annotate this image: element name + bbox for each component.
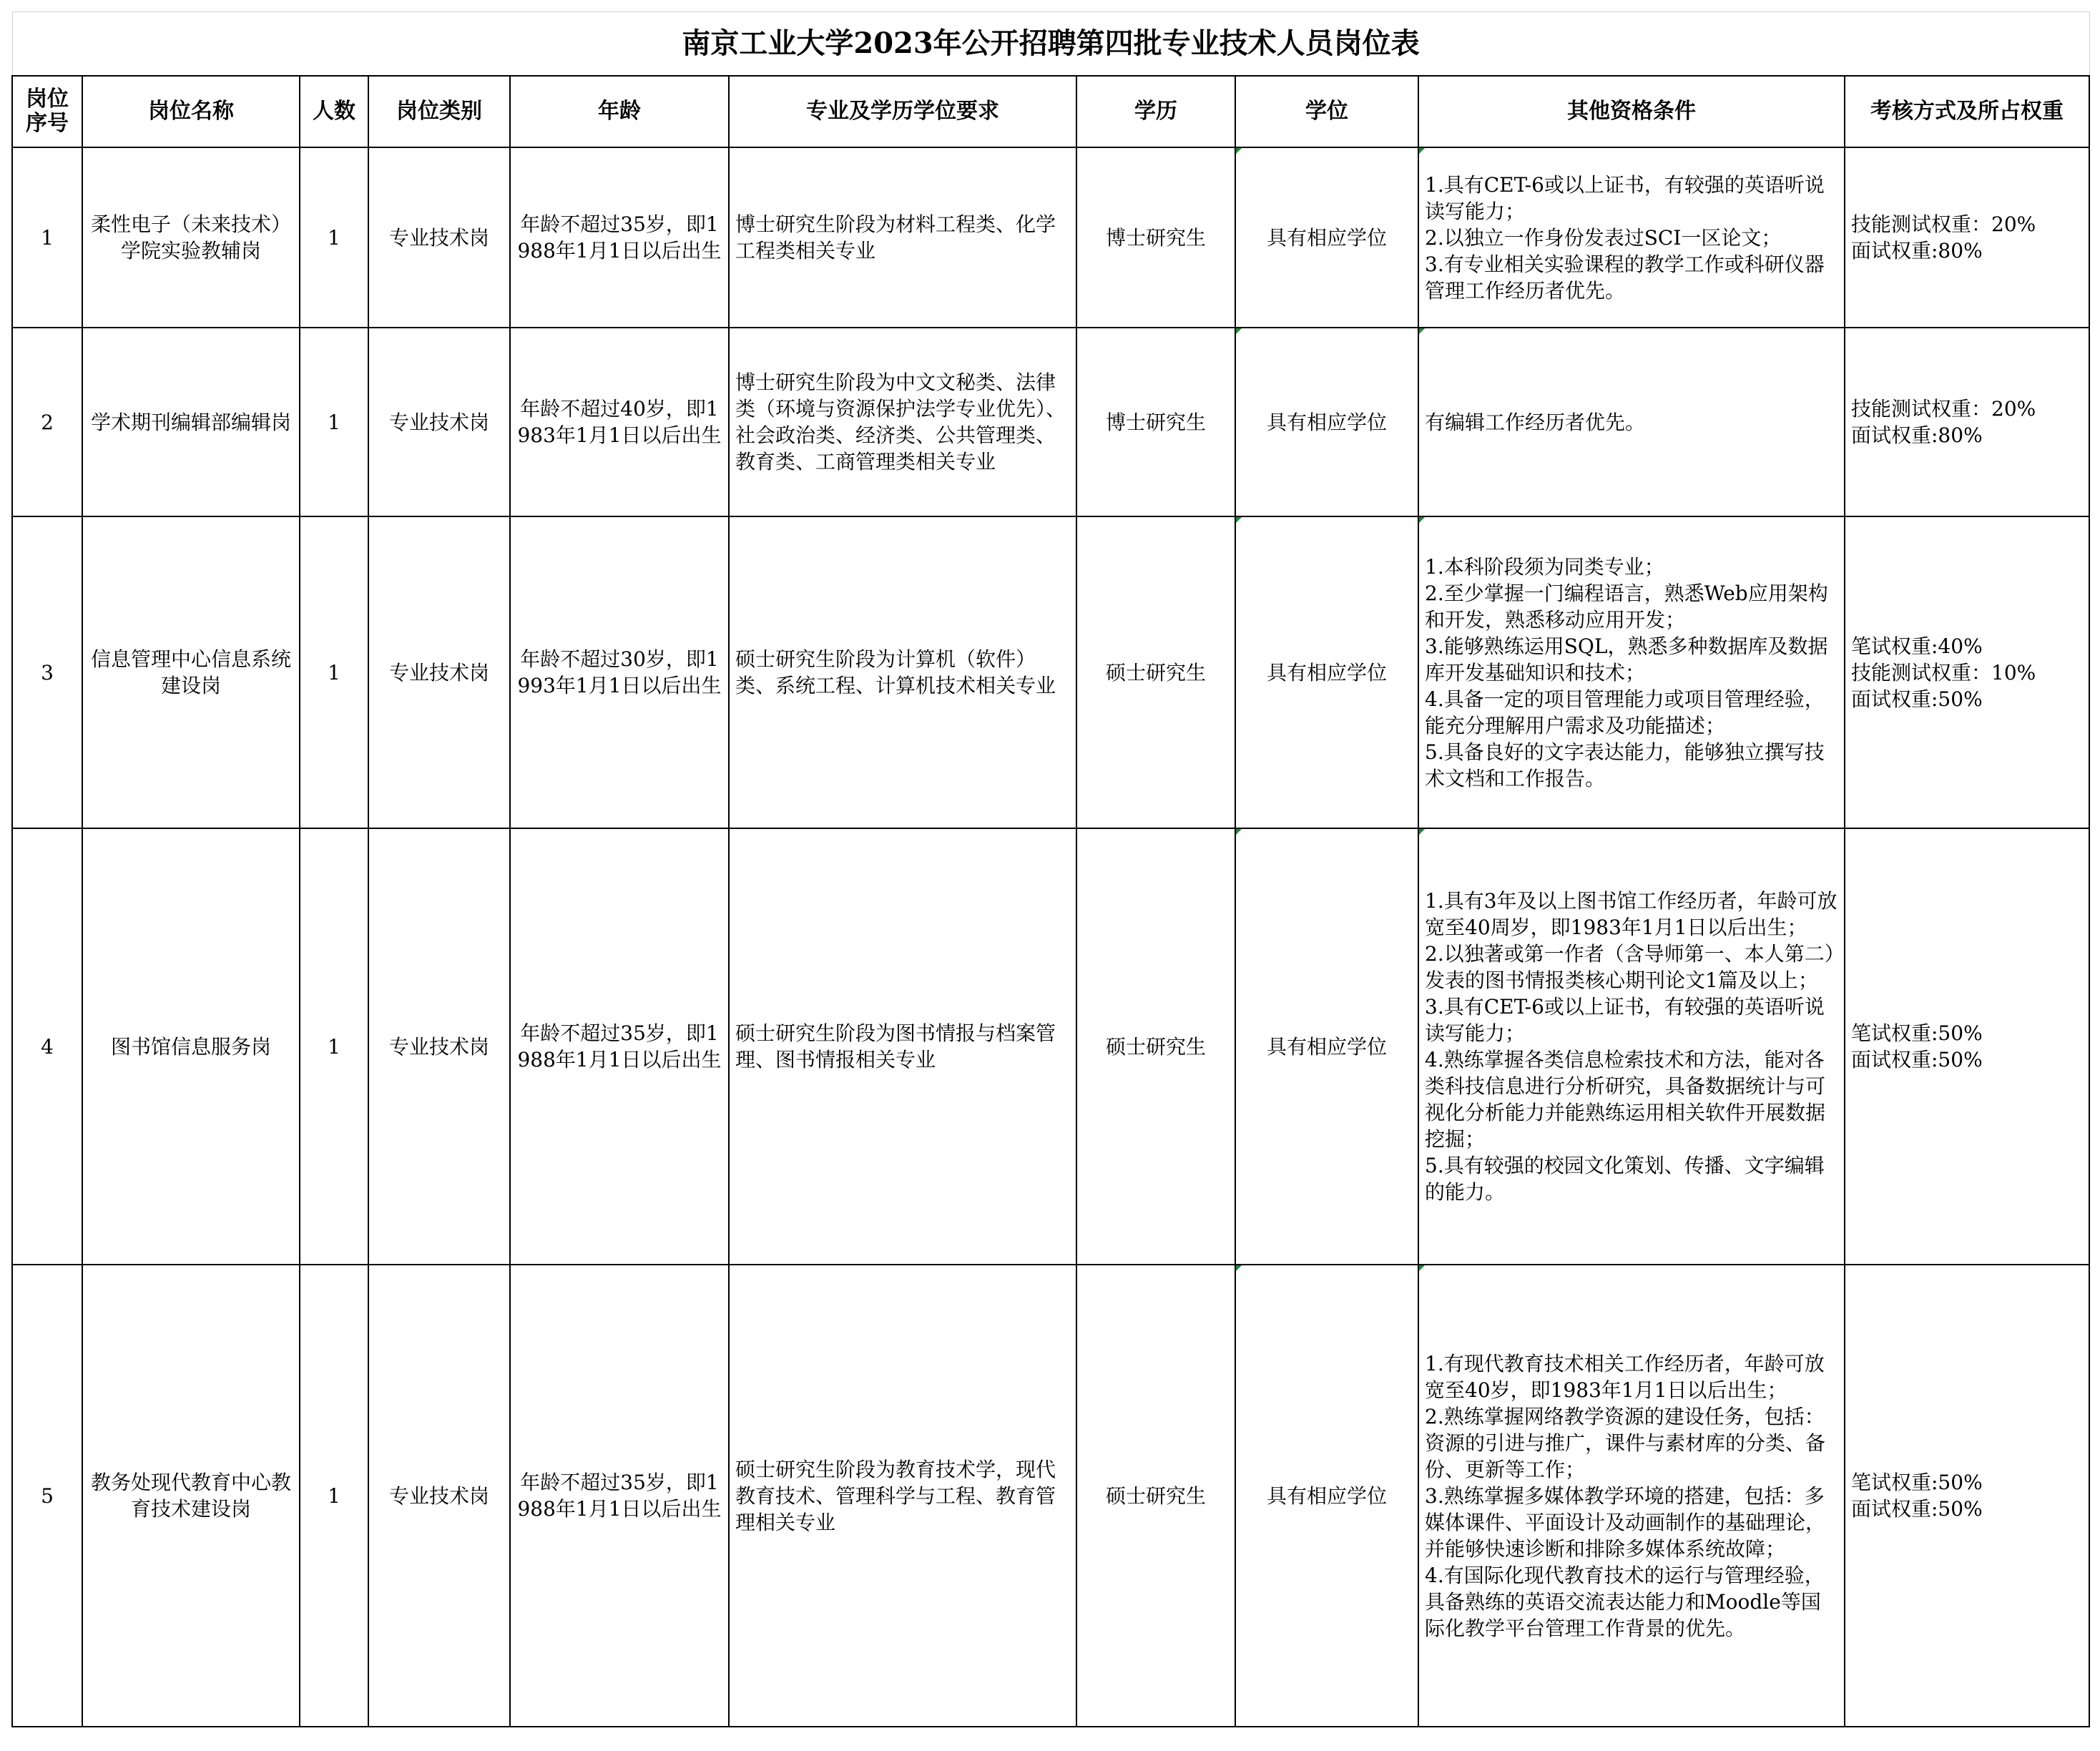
cell-other[interactable]: 1.具有CET-6或以上证书，有较强的英语听说读写能力； 2.以独立一作身份发表过SCI一区论文； 3.有专业相关实验课程的教学工作或科研仪器管理工作经历者优先。 xyxy=(1418,147,1845,328)
cell-count[interactable]: 1 xyxy=(300,1265,368,1727)
cell-other[interactable]: 1.本科阶段须为同类专业； 2.至少掌握一门编程语言，熟悉Web应用架构和开发，熟悉移动应用开发； 3.能够熟练运用SQL，熟悉多种数据库及数据库开发基础知识和技术； 4.具备一定的项目管理能力或项目管理经验，能充分理解用户需求及功能描述； 5.具备良好的文字表达能力，能够独立撰写技术文档和工作报告。 xyxy=(1418,516,1845,828)
header-name[interactable]: 岗位名称 xyxy=(82,76,300,147)
table-title[interactable]: 南京工业大学2023年公开招聘第四批专业技术人员岗位表 xyxy=(12,12,2089,77)
cell-age[interactable]: 年龄不超过35岁，即1988年1月1日以后出生 xyxy=(510,147,729,328)
cell-name[interactable]: 柔性电子（未来技术）学院实验教辅岗 xyxy=(82,147,300,328)
cell-other[interactable]: 有编辑工作经历者优先。 xyxy=(1418,328,1845,516)
header-row xyxy=(12,76,2089,147)
header-category[interactable]: 岗位类别 xyxy=(368,76,510,147)
cell-age[interactable]: 年龄不超过35岁，即1988年1月1日以后出生 xyxy=(510,1265,729,1727)
cell-major[interactable]: 硕士研究生阶段为教育技术学，现代教育技术、管理科学与工程、教育管理相关专业 xyxy=(729,1265,1076,1727)
table-row xyxy=(12,516,2089,828)
cell-degree[interactable]: 具有相应学位 xyxy=(1235,147,1418,328)
cell-name[interactable]: 信息管理中心信息系统建设岗 xyxy=(82,516,300,828)
header-count[interactable]: 人数 xyxy=(300,76,368,147)
cell-seq[interactable]: 3 xyxy=(12,516,82,828)
spreadsheet-sheet xyxy=(11,11,2089,1745)
cell-seq[interactable]: 1 xyxy=(12,147,82,328)
cell-degree[interactable]: 具有相应学位 xyxy=(1235,1265,1418,1727)
cell-category[interactable]: 专业技术岗 xyxy=(368,328,510,516)
cell-count[interactable]: 1 xyxy=(300,328,368,516)
cell-major[interactable]: 博士研究生阶段为中文文秘类、法律类（环境与资源保护法学专业优先）、社会政治类、经济类、公共管理类、教育类、工商管理类相关专业 xyxy=(729,328,1076,516)
cell-education[interactable]: 硕士研究生 xyxy=(1076,1265,1235,1727)
positions-table xyxy=(11,11,2090,1727)
cell-assessment[interactable]: 技能测试权重：20% 面试权重:80% xyxy=(1845,147,2089,328)
cell-education[interactable]: 硕士研究生 xyxy=(1076,516,1235,828)
header-major[interactable]: 专业及学历学位要求 xyxy=(729,76,1076,147)
header-other[interactable]: 其他资格条件 xyxy=(1418,76,1845,147)
cell-seq[interactable]: 4 xyxy=(12,828,82,1265)
header-age[interactable]: 年龄 xyxy=(510,76,729,147)
cell-name[interactable]: 学术期刊编辑部编辑岗 xyxy=(82,328,300,516)
cell-category[interactable]: 专业技术岗 xyxy=(368,828,510,1265)
cell-other[interactable]: 1.具有3年及以上图书馆工作经历者，年龄可放宽至40周岁，即1983年1月1日以后出生； 2.以独著或第一作者（含导师第一、本人第二）发表的图书情报类核心期刊论文1篇及以上； 3.具有CET-6或以上证书，有较强的英语听说读写能力； 4.熟练掌握各类信息检索技术和方法，能对各类科技信息进行分析研究，具备数据统计与可视化分析能力并能熟练运用相关软件开展数据挖掘； 5.具有较强的校园文化策划、传播、文字编辑的能力。 xyxy=(1418,828,1845,1265)
cell-count[interactable]: 1 xyxy=(300,516,368,828)
cell-assessment[interactable]: 技能测试权重：20% 面试权重:80% xyxy=(1845,328,2089,516)
table-row xyxy=(12,828,2089,1265)
header-seq[interactable]: 岗位序号 xyxy=(12,76,82,147)
cell-category[interactable]: 专业技术岗 xyxy=(368,147,510,328)
cell-degree[interactable]: 具有相应学位 xyxy=(1235,328,1418,516)
cell-name[interactable]: 图书馆信息服务岗 xyxy=(82,828,300,1265)
cell-category[interactable]: 专业技术岗 xyxy=(368,516,510,828)
table-row xyxy=(12,1265,2089,1727)
cell-seq[interactable]: 2 xyxy=(12,328,82,516)
cell-assessment[interactable]: 笔试权重:50% 面试权重:50% xyxy=(1845,828,2089,1265)
cell-education[interactable]: 博士研究生 xyxy=(1076,147,1235,328)
cell-education[interactable]: 博士研究生 xyxy=(1076,328,1235,516)
cell-major[interactable]: 硕士研究生阶段为计算机（软件）类、系统工程、计算机技术相关专业 xyxy=(729,516,1076,828)
cell-name[interactable]: 教务处现代教育中心教育技术建设岗 xyxy=(82,1265,300,1727)
cell-age[interactable]: 年龄不超过40岁，即1983年1月1日以后出生 xyxy=(510,328,729,516)
header-assessment[interactable]: 考核方式及所占权重 xyxy=(1845,76,2089,147)
cell-major[interactable]: 硕士研究生阶段为图书情报与档案管理、图书情报相关专业 xyxy=(729,828,1076,1265)
table-row xyxy=(12,328,2089,516)
cell-assessment[interactable]: 笔试权重:50% 面试权重:50% xyxy=(1845,1265,2089,1727)
cell-age[interactable]: 年龄不超过35岁，即1988年1月1日以后出生 xyxy=(510,828,729,1265)
cell-category[interactable]: 专业技术岗 xyxy=(368,1265,510,1727)
cell-assessment[interactable]: 笔试权重:40% 技能测试权重：10% 面试权重:50% xyxy=(1845,516,2089,828)
header-degree[interactable]: 学位 xyxy=(1235,76,1418,147)
header-education[interactable]: 学历 xyxy=(1076,76,1235,147)
cell-age[interactable]: 年龄不超过30岁，即1993年1月1日以后出生 xyxy=(510,516,729,828)
cell-count[interactable]: 1 xyxy=(300,828,368,1265)
table-row xyxy=(12,147,2089,328)
cell-major[interactable]: 博士研究生阶段为材料工程类、化学工程类相关专业 xyxy=(729,147,1076,328)
cell-education[interactable]: 硕士研究生 xyxy=(1076,828,1235,1265)
cell-other[interactable]: 1.有现代教育技术相关工作经历者，年龄可放宽至40岁，即1983年1月1日以后出生； 2.熟练掌握网络教学资源的建设任务，包括：资源的引进与推广，课件与素材库的分类、备份、更新等工作； 3.熟练掌握多媒体教学环境的搭建，包括：多媒体课件、平面设计及动画制作的基础理论，并能够快速诊断和排除多媒体系统故障； 4.有国际化现代教育技术的运行与管理经验，具备熟练的英语交流表达能力和Moodle等国际化教学平台管理工作背景的优先。 xyxy=(1418,1265,1845,1727)
cell-count[interactable]: 1 xyxy=(300,147,368,328)
cell-seq[interactable]: 5 xyxy=(12,1265,82,1727)
cell-degree[interactable]: 具有相应学位 xyxy=(1235,828,1418,1265)
cell-degree[interactable]: 具有相应学位 xyxy=(1235,516,1418,828)
